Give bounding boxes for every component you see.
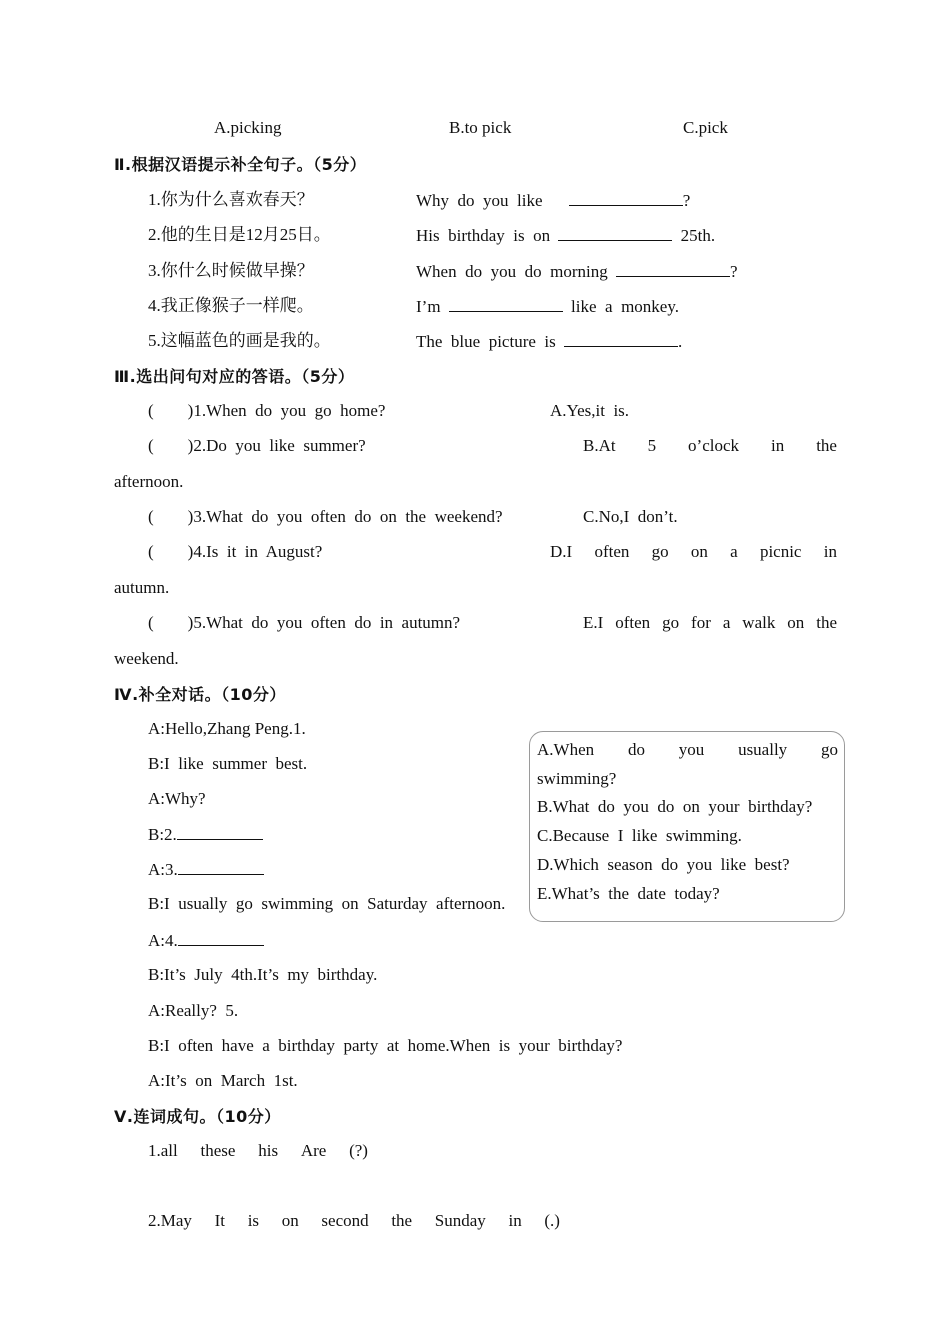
s3-question3: ( )3.What do you often do on the weekend? xyxy=(148,507,503,526)
option-a-picking: A.picking xyxy=(214,118,282,137)
s2-item1-blank[interactable] xyxy=(569,189,683,206)
s3-question5: ( )5.What do you often do in autumn? xyxy=(148,613,461,632)
s5-q2-word: is xyxy=(247,1211,260,1230)
section2-title: Ⅱ.根据汉语提示补全句子。（5分） xyxy=(114,155,367,174)
dialog-blank-2[interactable] xyxy=(177,823,263,840)
section3-title: Ⅲ.选出问句对应的答语。（5分） xyxy=(114,367,355,386)
s3-answer-e-word: a xyxy=(722,613,731,632)
s3-answer-b-word: the xyxy=(816,436,837,455)
option-e: E.What’s the date today? xyxy=(537,884,720,903)
dialog-line-5 xyxy=(148,858,264,881)
option-a-word: you xyxy=(678,740,705,759)
s5-q2-word: 2.May xyxy=(148,1211,192,1230)
section5-title: Ⅴ.连词成句。（10分） xyxy=(114,1107,281,1126)
s2-item3-en xyxy=(416,260,738,283)
dialog-line-6: B:I usually go swimming on Saturday afternoon. xyxy=(148,894,506,913)
s2-item4-en xyxy=(416,295,679,318)
s3-answer-d-word: on xyxy=(690,542,708,561)
s5-q2-word: in xyxy=(508,1211,522,1230)
s2-item3-blank[interactable] xyxy=(616,260,730,277)
s2-item2-cn: 2.他的生日是12月25日。 xyxy=(148,225,331,244)
option-c: C.Because I like swimming. xyxy=(537,826,742,845)
dialog-line-4 xyxy=(148,823,263,846)
option-c-pick: C.pick xyxy=(683,118,728,137)
s5-q1-word: his xyxy=(258,1141,279,1160)
s2-item4-cn: 4.我正像猴子一样爬。 xyxy=(148,296,314,315)
option-b-to-pick: B.to pick xyxy=(449,118,512,137)
s2-item1-cn: 1.你为什么喜欢春天？ xyxy=(148,190,314,209)
dialog-line-4-text: B:2. xyxy=(148,825,177,844)
s2-item1-en xyxy=(416,189,690,212)
s2-item4-en-post: like a monkey. xyxy=(571,297,679,316)
dialog-line-7-text: A:4. xyxy=(148,931,178,950)
s2-item2-en-post: 25th. xyxy=(680,226,716,245)
s2-item3-en-post: ? xyxy=(729,262,738,281)
s5-question2 xyxy=(148,1210,560,1232)
option-a-word: usually xyxy=(738,740,788,759)
dialog-line-10: B:I often have a birthday party at home.When is your birthday? xyxy=(148,1036,623,1055)
s3-answer-d xyxy=(550,541,837,563)
s3-answer-b-cont: afternoon. xyxy=(114,472,184,491)
option-d: D.Which season do you like best? xyxy=(537,855,790,874)
s5-q2-word: Sunday xyxy=(434,1211,486,1230)
s5-q1-word: Are xyxy=(300,1141,327,1160)
s5-q2-word: second xyxy=(321,1211,369,1230)
s5-q2-word: It xyxy=(214,1211,225,1230)
option-b: B.What do you do on your birthday? xyxy=(537,797,813,816)
s3-answer-d-word: often xyxy=(594,542,630,561)
s3-answer-b-word: in xyxy=(770,436,785,455)
s2-item4-blank[interactable] xyxy=(449,295,563,312)
s3-question1: ( )1.When do you go home? xyxy=(148,401,386,420)
s2-item1-en-pre: Why do you like xyxy=(416,191,543,210)
s3-answer-e-word: walk xyxy=(742,613,776,632)
dialog-line-11: A:It’s on March 1st. xyxy=(148,1071,298,1090)
dialog-blank-4[interactable] xyxy=(178,929,264,946)
dialog-blank-3[interactable] xyxy=(178,858,264,875)
s3-answer-b-word: B.At xyxy=(583,436,616,455)
s3-answer-d-word: D.I xyxy=(550,542,573,561)
s3-answer-b-word: o’clock xyxy=(688,436,740,455)
dialog-options-box xyxy=(529,731,845,922)
s3-answer-c: C.No,I don’t. xyxy=(583,507,678,526)
s2-item4-en-pre: I’m xyxy=(416,297,441,316)
s2-item3-en-pre: When do you do morning xyxy=(416,262,608,281)
s2-item1-en-post: ? xyxy=(682,191,691,210)
s3-answer-e-word: on xyxy=(787,613,805,632)
dialog-line-9: A:Really? 5. xyxy=(148,1001,239,1020)
s3-answer-d-word: in xyxy=(823,542,837,561)
s2-item3-cn: 3.你什么时候做早操？ xyxy=(148,261,314,280)
s3-answer-e xyxy=(583,612,837,634)
dialog-line-3: A:Why? xyxy=(148,789,206,808)
s2-item2-en xyxy=(416,224,715,247)
s3-answer-e-cont: weekend. xyxy=(114,649,179,668)
s3-answer-d-cont: autumn. xyxy=(114,578,170,597)
s3-answer-a: A.Yes,it is. xyxy=(550,401,630,420)
s3-question2: ( )2.Do you like summer? xyxy=(148,436,366,455)
s3-answer-e-word: E.I xyxy=(583,613,604,632)
option-a-word: do xyxy=(627,740,645,759)
s5-q1-word: 1.all xyxy=(148,1141,178,1160)
s2-item2-en-pre: His birthday is on xyxy=(416,226,551,245)
dialog-line-5-text: A:3. xyxy=(148,860,178,879)
s5-q2-word: (.) xyxy=(544,1211,560,1230)
option-a xyxy=(537,739,838,761)
option-a-word: A.When xyxy=(537,740,595,759)
option-a-word: go xyxy=(820,740,838,759)
option-a-cont: swimming? xyxy=(537,769,617,788)
s2-item5-en-pre: The blue picture is xyxy=(416,332,556,351)
section4-title: Ⅳ.补全对话。（10分） xyxy=(114,685,286,704)
s3-answer-d-word: go xyxy=(651,542,669,561)
s5-q2-word: on xyxy=(281,1211,299,1230)
dialog-line-2: B:I like summer best. xyxy=(148,754,308,773)
s3-answer-b xyxy=(583,435,837,457)
s3-answer-d-word: picnic xyxy=(759,542,802,561)
dialog-line-7 xyxy=(148,929,264,952)
s2-item5-cn: 5.这幅蓝色的画是我的。 xyxy=(148,331,331,350)
s3-answer-e-word: for xyxy=(691,613,711,632)
s3-answer-e-word: often xyxy=(615,613,651,632)
dialog-line-1: A:Hello,Zhang Peng.1. xyxy=(148,719,306,738)
s2-item5-blank[interactable] xyxy=(564,330,678,347)
dialog-line-8: B:It’s July 4th.It’s my birthday. xyxy=(148,965,378,984)
s2-item2-blank[interactable] xyxy=(558,224,672,241)
s2-item5-en xyxy=(416,330,682,353)
s5-q2-word: the xyxy=(391,1211,413,1230)
s3-answer-e-word: go xyxy=(662,613,680,632)
s3-answer-d-word: a xyxy=(730,542,738,561)
s5-q1-word: these xyxy=(200,1141,236,1160)
s5-q1-word: (?) xyxy=(349,1141,368,1160)
s5-question1 xyxy=(148,1140,368,1162)
s3-answer-e-word: the xyxy=(816,613,837,632)
s2-item5-en-post: . xyxy=(678,332,683,351)
s3-question4: ( )4.Is it in August? xyxy=(148,542,323,561)
s3-answer-b-word: 5 xyxy=(647,436,657,455)
